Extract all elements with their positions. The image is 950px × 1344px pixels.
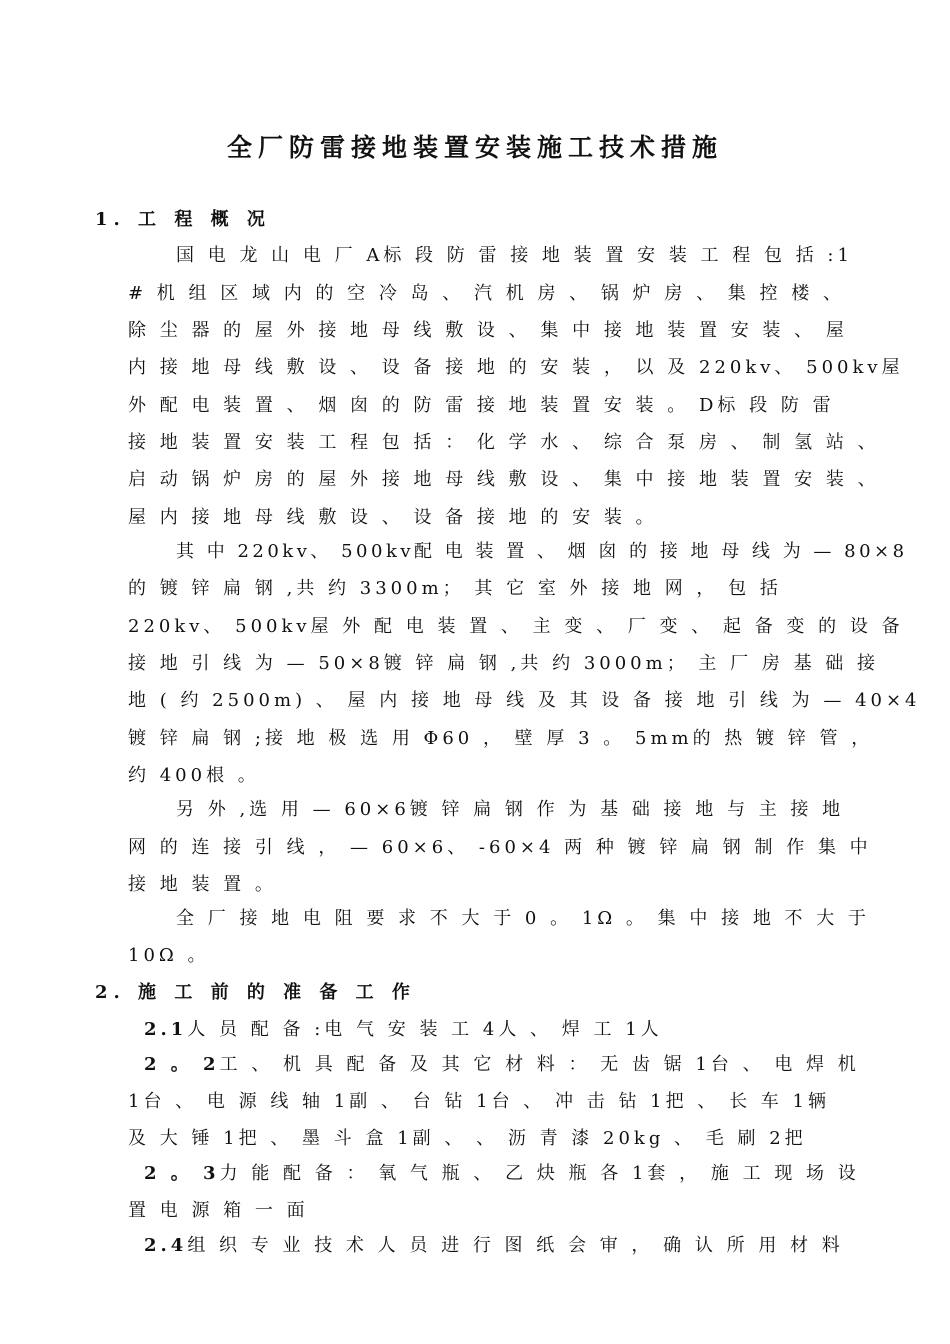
list-item-continued [128,1198,309,1224]
item-number: 2.4 [144,1235,188,1256]
paragraph-line: 地 ( 约 2500m) 、 屋 内 接 地 母 线 及 其 设 备 接 地 引 线 为 — 40×4 [128,690,921,711]
item-text: 及 大 锤 1把 、 墨 斗 盒 1副 、 、 沥 青 漆 20kg 、 毛 刷 2把 [128,1128,807,1149]
paragraph-line: # 机 组 区 域 内 的 空 冷 岛 、 汽 机 房 、 锅 炉 房 、 集 控 楼 、 [128,283,845,304]
list-item [144,1161,860,1187]
paragraph-line: 另 外 ,选 用 — 60×6镀 锌 扁 钢 作 为 基 础 接 地 与 主 接 地 [176,799,845,820]
paragraph-line: 接 地 装 置 。 [128,874,277,895]
paragraph-line: 约 400根 。 [128,765,260,786]
document-title: 全厂防雷接地装置安装施工技术措施 [226,133,723,162]
paragraph-line: 接 地 装 置 安 装 工 程 包 括 ： 化 学 水 、 综 合 泵 房 、 制 氢 站 、 [128,432,880,453]
paragraph-line: 国 电 龙 山 电 厂 A标 段 防 雷 接 地 装 置 安 装 工 程 包 括 :1 [176,245,853,266]
paragraph-line: 外 配 电 装 置 、 烟 囱 的 防 雷 接 地 装 置 安 装 。 D标 段 防 雷 [128,395,835,416]
item-number: 2 。 2 [144,1054,220,1075]
list-item [144,1052,860,1078]
section-1-heading: 1. 工 程 概 况 [95,209,271,230]
paragraph-line: 接 地 引 线 为 — 50×8镀 锌 扁 钢 ,共 约 3000m； 主 厂 房 基 础 接 [128,653,880,674]
item-text: 力 能 配 备 ： 氧 气 瓶 、 乙 炔 瓶 各 1套 ， 施 工 现 场 设 [219,1163,860,1184]
item-number: 2.1 [144,1019,188,1040]
paragraph-line: 镀 锌 扁 钢 ;接 地 极 选 用 Φ60 ， 壁 厚 3 。 5mm的 热 镀 锌 管 ， [128,728,874,749]
paragraph-line: 10Ω 。 [128,945,210,966]
section-2-heading: 2. 施 工 前 的 准 备 工 作 [95,982,416,1003]
paragraph-line: 的 镀 锌 扁 钢 ,共 约 3300m； 其 它 室 外 接 地 网 ， 包 括 [128,578,782,599]
item-text: 组 织 专 业 技 术 人 员 进 行 图 纸 会 审 ， 确 认 所 用 材 料 [187,1235,844,1256]
paragraph-line: 其 中 220kv、 500kv配 电 装 置 、 烟 囱 的 接 地 母 线 为 — 80×8 [176,541,908,562]
list-item [144,1017,663,1043]
paragraph-line: 网 的 连 接 引 线 ， — 60×6、 -60×4 两 种 镀 锌 扁 钢 制 作 集 中 [128,837,872,858]
item-text: 置 电 源 箱 一 面 [128,1200,309,1221]
item-text: 工 、 机 具 配 备 及 其 它 材 料 ： 无 齿 锯 1台 、 电 焊 机 [219,1054,860,1075]
item-number: 2 。 3 [144,1163,220,1184]
paragraph-line: 除 尘 器 的 屋 外 接 地 母 线 敷 设 、 集 中 接 地 装 置 安 装 、 屋 [128,320,848,341]
list-item [144,1233,844,1259]
list-item-continued [128,1089,830,1115]
list-item-continued [128,1126,807,1152]
paragraph-line: 屋 内 接 地 母 线 敷 设 、 设 备 接 地 的 安 装 。 [128,507,658,528]
paragraph-line: 220kv、 500kv屋 外 配 电 装 置 、 主 变 、 厂 变 、 起 备 变 的 设 备 [128,616,904,637]
paragraph-line: 全 厂 接 地 电 阻 要 求 不 大 于 0 。 1Ω 。 集 中 接 地 不 大 于 [176,908,870,929]
paragraph-line: 内 接 地 母 线 敷 设 、 设 备 接 地 的 安 装 ， 以 及 220kv、 500kv屋 [128,357,904,378]
item-text: 人 员 配 备 :电 气 安 装 工 4人 、 焊 工 1人 [187,1019,663,1040]
paragraph-line: 启 动 锅 炉 房 的 屋 外 接 地 母 线 敷 设 、 集 中 接 地 装 置 安 装 、 [128,469,880,490]
item-text: 1台 、 电 源 线 轴 1副 、 台 钻 1台 、 冲 击 钻 1把 、 长 车 1辆 [128,1091,830,1112]
